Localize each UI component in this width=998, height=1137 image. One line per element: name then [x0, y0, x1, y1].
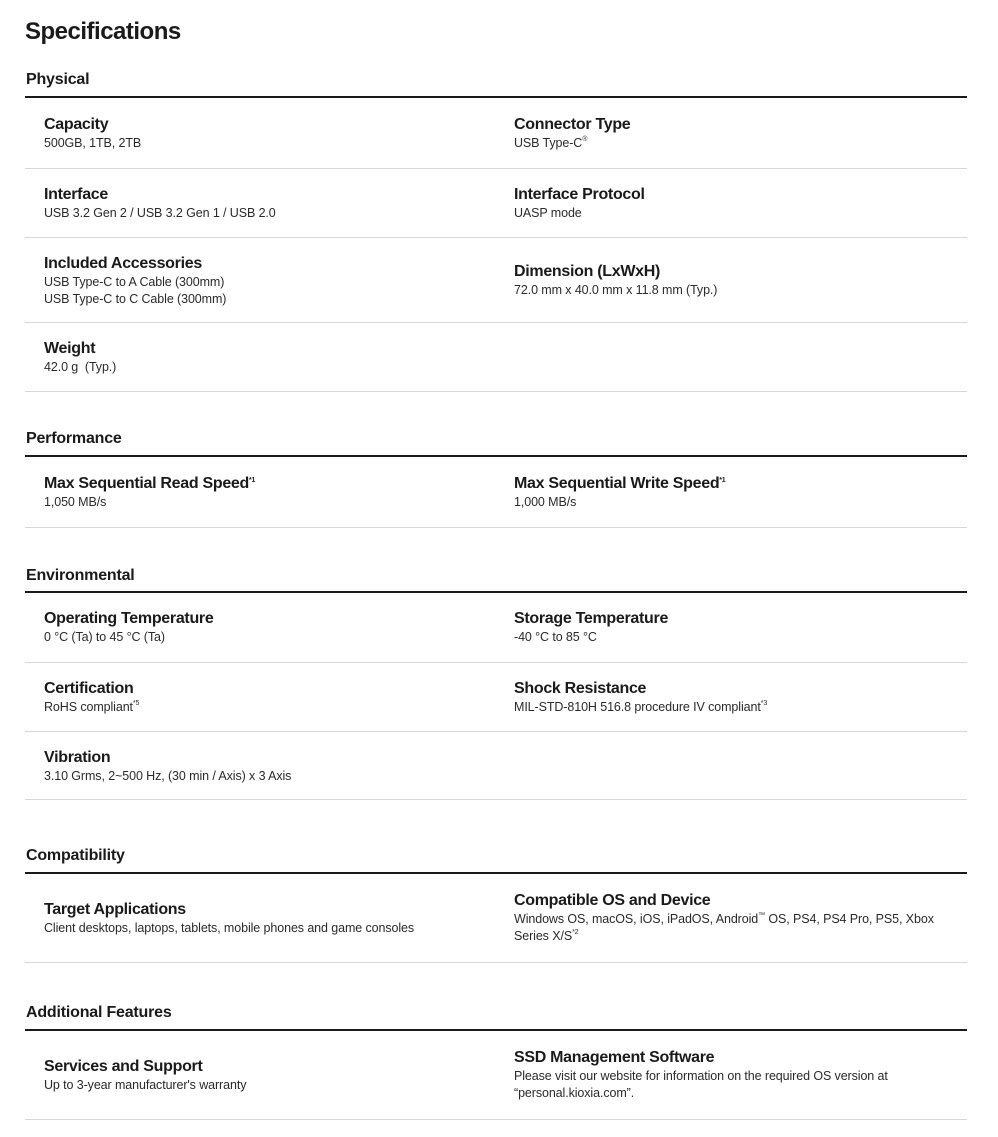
spec-value: Windows OS, macOS, iOS, iPadOS, Android™ OS, PS4, PS4 Pro, PS5, Xbox Series $X/S^{*2}$ — [514, 912, 934, 943]
spec-interface — [44, 169, 484, 237]
spec-label: Included Accessories — [44, 254, 202, 272]
spec-ssd-management-software — [514, 1031, 954, 1119]
trademark-mark: ™ — [758, 912, 766, 919]
footnote-ref: *3 — [760, 699, 768, 707]
spec-label: Services and Support — [44, 1057, 203, 1075]
spec-label: Max Sequential Write Speed$^{*1}$ — [514, 474, 726, 492]
spec-services-support — [44, 1031, 484, 1119]
spec-label: Vibration — [44, 748, 111, 766]
footnote-ref: *1 — [719, 476, 726, 484]
section-title-environmental: Environmental — [26, 567, 135, 584]
section-title-physical: Physical — [26, 71, 90, 88]
spec-label: Shock Resistance — [514, 679, 647, 697]
spec-value: USB 3.2 Gen 2 / USB 3.2 Gen 1 / USB 2.0 — [44, 205, 276, 220]
spec-label: Dimension (LxWxH) — [514, 263, 661, 280]
spec-value: 3.10 Grms, 2~500 Hz, (30 min / Axis) x 3 Axis — [44, 768, 292, 783]
spec-vibration — [44, 732, 484, 800]
row-divider — [25, 527, 967, 528]
spec-value-line: USB Type-C to C Cable (300mm) — [44, 291, 227, 306]
spec-write-speed — [514, 457, 954, 527]
spec-label: Capacity — [44, 115, 109, 133]
spec-certification — [44, 663, 484, 731]
spec-value: USB Type-C® — [514, 135, 588, 150]
spec-label: Compatible OS and Device — [514, 892, 711, 909]
spec-read-speed — [44, 457, 484, 527]
spec-value: MIL-STD-810H 516.8 procedure IV compliant$^{*3}$ — [514, 699, 768, 714]
spec-label: SSD Management Software — [514, 1049, 715, 1066]
spec-operating-temperature — [44, 593, 484, 662]
spec-value: 1,050 MB/s — [44, 494, 107, 509]
spec-weight — [44, 323, 484, 391]
spec-label: Max Sequential Read Speed$^{*1}$ — [44, 474, 256, 492]
spec-shock-resistance — [514, 663, 954, 731]
spec-label: Connector Type — [514, 115, 631, 133]
spec-interface-protocol — [514, 169, 954, 237]
spec-connector-type — [514, 98, 954, 168]
spec-label: Certification — [44, 679, 134, 697]
spec-label: Interface Protocol — [514, 185, 645, 203]
spec-label: Weight — [44, 339, 96, 357]
spec-value: 1,000 MB/s — [514, 494, 577, 509]
row-divider — [25, 962, 967, 963]
spec-compatible-os — [514, 874, 954, 962]
spec-value: Client desktops, laptops, tablets, mobile phones and game consoles — [44, 920, 415, 935]
spec-value: UASP mode — [514, 205, 582, 220]
section-title-additional-features: Additional Features — [26, 1004, 172, 1021]
page-title: Specifications — [25, 18, 181, 45]
spec-included-accessories — [44, 238, 484, 323]
footnote-ref: *5 — [132, 699, 140, 707]
spec-label: Interface — [44, 185, 108, 203]
row-divider — [25, 799, 967, 800]
spec-value: 72.0 mm x 40.0 mm x 11.8 mm (Typ.) — [514, 283, 718, 297]
section-title-performance: Performance — [26, 430, 122, 447]
spec-value: Up to 3-year manufacturer's warranty — [44, 1077, 247, 1092]
spec-dimension — [514, 238, 954, 323]
spec-value: 0 °C (Ta) to 45 °C (Ta) — [44, 630, 165, 644]
spec-label: Target Applications — [44, 900, 186, 918]
spec-storage-temperature — [514, 593, 954, 662]
spec-value-line: USB Type-C to A Cable (300mm) — [44, 274, 225, 289]
spec-value: RoHS compliant$^{*5}$ — [44, 699, 140, 714]
spec-value: 500GB, 1TB, 2TB — [44, 135, 142, 150]
spec-value: 42.0 g (Typ.) — [44, 359, 117, 374]
section-title-compatibility: Compatibility — [26, 847, 125, 864]
spec-label: Storage Temperature — [514, 610, 669, 627]
spec-value: -40 °C to 85 °C — [514, 630, 597, 644]
footnote-ref: *1 — [249, 476, 256, 484]
spec-capacity — [44, 98, 484, 168]
spec-target-applications — [44, 874, 484, 962]
spec-value: Please visit our website for information on the required OS version at “personal.kioxia.com”. — [514, 1069, 888, 1100]
row-divider — [25, 1119, 967, 1120]
row-divider — [25, 391, 967, 392]
spec-label: Operating Temperature — [44, 610, 214, 627]
registered-mark: ® — [582, 135, 588, 143]
footnote-ref: *2 — [572, 929, 579, 936]
